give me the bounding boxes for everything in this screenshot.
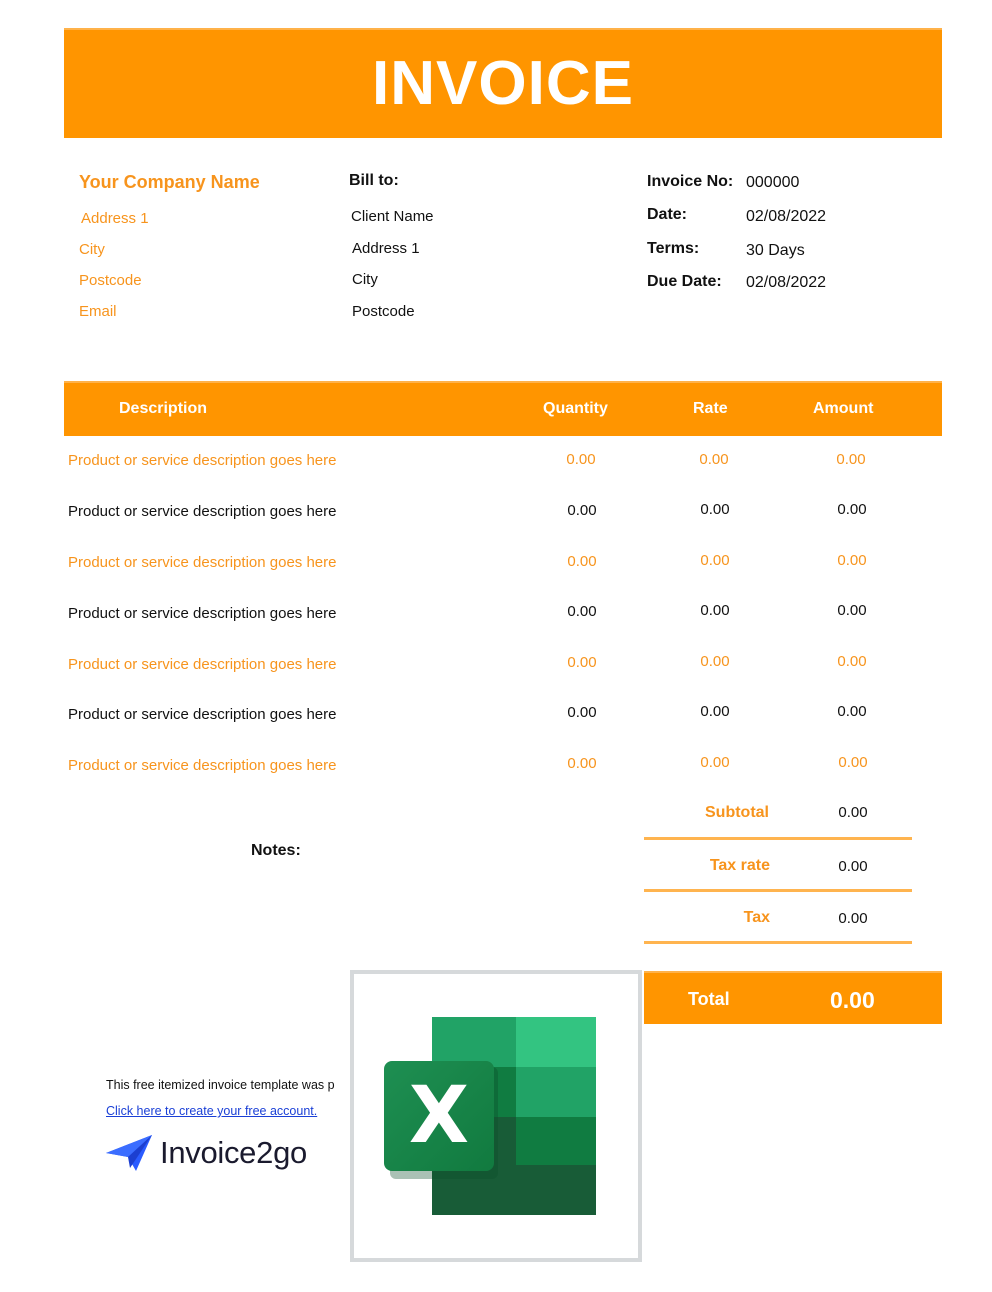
subtotal-label: Subtotal — [705, 804, 769, 821]
client-name: Client Name — [351, 208, 434, 225]
row-5-description: Product or service description goes here — [68, 656, 337, 673]
header-quantity: Quantity — [543, 400, 608, 417]
company-address: Address 1 — [81, 210, 149, 227]
row-4-rate: 0.00 — [700, 602, 730, 619]
invoice2go-logo[interactable] — [106, 1133, 307, 1173]
row-5-rate: 0.00 — [700, 653, 730, 670]
row-7-rate: 0.00 — [700, 754, 730, 771]
bill-to-label: Bill to: — [349, 172, 399, 189]
due-date-label: Due Date: — [647, 273, 722, 290]
row-1-description: Product or service description goes here — [68, 452, 337, 469]
client-postcode: Postcode — [352, 303, 415, 320]
row-5-quantity: 0.00 — [567, 654, 597, 671]
tax-divider — [644, 941, 912, 944]
date-value: 02/08/2022 — [746, 208, 827, 225]
row-3-amount: 0.00 — [837, 552, 867, 569]
total-label: Total — [688, 989, 730, 1009]
date-label: Date: — [647, 206, 688, 223]
row-3-rate: 0.00 — [700, 552, 730, 569]
header-description: Description — [119, 400, 208, 417]
row-7-description: Product or service description goes here — [68, 757, 337, 774]
row-4-quantity: 0.00 — [567, 603, 597, 620]
row-7-amount: 0.00 — [838, 754, 868, 771]
company-city: City — [79, 241, 105, 258]
row-2-rate: 0.00 — [700, 501, 730, 518]
row-6-description: Product or service description goes here — [68, 706, 337, 723]
row-1-rate: 0.00 — [699, 451, 729, 468]
invoice-title: INVOICE — [372, 48, 634, 118]
tax-rate-divider — [644, 889, 912, 892]
excel-letter: X — [408, 1071, 470, 1161]
company-email: Email — [79, 303, 117, 320]
promo-text: This free itemized invoice template was p — [106, 1078, 335, 1092]
notes-label: Notes: — [251, 842, 301, 859]
row-5-amount: 0.00 — [837, 653, 867, 670]
total-value: 0.00 — [830, 987, 875, 1013]
row-3-quantity: 0.00 — [567, 553, 597, 570]
tax-label: Tax — [743, 909, 770, 926]
client-address: Address 1 — [352, 240, 420, 257]
row-2-description: Product or service description goes here — [68, 503, 337, 520]
tax-rate-label: Tax rate — [709, 857, 770, 874]
create-account-link[interactable]: Click here to create your free account. — [106, 1104, 318, 1118]
invoice-no-label: Invoice No: — [647, 173, 734, 190]
excel-icon — [380, 1015, 600, 1217]
row-4-description: Product or service description goes here — [68, 605, 337, 622]
row-4-amount: 0.00 — [837, 602, 867, 619]
terms-label: Terms: — [647, 240, 700, 257]
subtotal-value: 0.00 — [838, 804, 868, 821]
due-date-value: 02/08/2022 — [746, 274, 827, 291]
row-6-rate: 0.00 — [700, 703, 730, 720]
row-6-amount: 0.00 — [837, 703, 867, 720]
client-city: City — [352, 271, 378, 288]
header-rate: Rate — [693, 400, 728, 417]
company-name: Your Company Name — [79, 172, 260, 192]
row-2-quantity: 0.00 — [567, 502, 597, 519]
company-postcode: Postcode — [79, 272, 142, 289]
subtotal-divider — [644, 837, 912, 840]
brand-name: Invoice2go — [160, 1135, 307, 1170]
terms-value: 30 Days — [746, 242, 805, 259]
row-6-quantity: 0.00 — [567, 704, 597, 721]
paper-plane-icon — [106, 1135, 152, 1171]
header-amount: Amount — [813, 400, 874, 417]
row-1-amount: 0.00 — [836, 451, 866, 468]
tax-value: 0.00 — [838, 910, 868, 927]
tax-rate-value: 0.00 — [838, 858, 868, 875]
row-7-quantity: 0.00 — [567, 755, 597, 772]
row-3-description: Product or service description goes here — [68, 554, 337, 571]
row-1-quantity: 0.00 — [566, 451, 596, 468]
row-2-amount: 0.00 — [837, 501, 867, 518]
invoice-no-value: 000000 — [746, 174, 800, 191]
